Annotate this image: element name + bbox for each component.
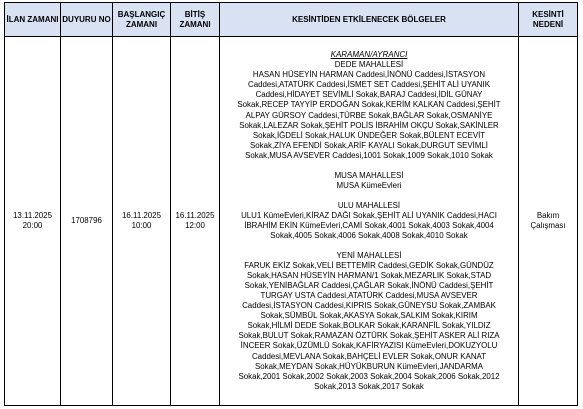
street-line: Sokak,HASAN HÜSEYİN HARMAN/1 Sokak,MEZARLIK Sokak,STAD bbox=[246, 271, 492, 281]
header-bolgeler: KESİNTİDEN ETKİLENECEK BÖLGELER bbox=[220, 3, 519, 37]
mahalle-name: ULU MAHALLESİ bbox=[337, 200, 401, 210]
mahalle-list bbox=[220, 60, 518, 391]
header-kesinti-nedeni: KESİNTİ NEDENİ bbox=[519, 3, 578, 37]
street-line: MUSA KümeEvleri bbox=[336, 180, 402, 190]
street-line: Sokak,İĞDELİ Sokak,HALUK ÜNDEĞER Sokak,BÜLENT ECEVİT bbox=[252, 130, 486, 140]
street-line: FARUK EKİZ Sokak,VELİ BETTEMİR Caddesi,GEDİK Sokak,GÜNDÜZ bbox=[244, 261, 494, 271]
cell-bolgeler bbox=[220, 37, 519, 406]
cell-baslangic-zamani: 16.11.2025 10:00 bbox=[113, 37, 171, 406]
spacer bbox=[220, 191, 518, 201]
street-line: Sokak,ZİYA EFENDİ Sokak,ARİF KAYALI Sokak,DURGUT SEVİMLİ bbox=[250, 140, 488, 150]
street-line: Caddesi,HİDAYET SEVİMLİ Sokak,BARAJ Caddesi,İDİL GÜNAY bbox=[255, 90, 483, 100]
mahalle-block bbox=[220, 251, 518, 392]
street-line: İBRAHİM EKİN KümeEvleri,CAMİ Sokak,4001 Sokak,4003 Sokak,4004 bbox=[244, 220, 494, 230]
cell-kesinti-nedeni: Bakım Çalışması bbox=[519, 37, 578, 406]
table-row bbox=[5, 37, 578, 406]
street-line: Sokak,4005 Sokak,4006 Sokak,4008 Sokak,4010 Sokak bbox=[270, 231, 468, 240]
street-line: Sokak,2013 Sokak,2017 Sokak bbox=[314, 381, 424, 391]
street-line: Sokak,BULUT Sokak,RAMAZAN ÖZTÜRK Sokak,ŞEHİT ASKER ALİ RIZA bbox=[238, 331, 500, 341]
header-bitis-zamani: BİTİŞ ZAMANI bbox=[171, 3, 220, 37]
mahalle-block bbox=[220, 201, 518, 241]
cell-bitis-zamani: 16.11.2025 12:00 bbox=[171, 37, 220, 406]
header-duyuru-no: DUYURU NO bbox=[61, 3, 113, 37]
street-line: Caddesi,MEVLANA Sokak,BAHÇELİ EVLER Sokak,ONUR KANAT bbox=[251, 351, 487, 361]
street-line: Caddesi,İSTASYON Caddesi,KIPRIS Sokak,GÜNEYSU Sokak,ZAMBAK bbox=[242, 301, 496, 311]
header-baslangic-zamani: BAŞLANGIÇ ZAMANI bbox=[113, 3, 171, 37]
location-title: KARAMAN/AYRANCI bbox=[330, 50, 408, 60]
spacer bbox=[220, 161, 518, 171]
street-line: TURGAY USTA Caddesi,ATATÜRK Caddesi,MUSA AVSEVER bbox=[260, 291, 478, 301]
street-line: Caddesi,ATATÜRK Caddesi,İSMET SET Caddesi,ŞEHİT ALİ UYANIK bbox=[248, 80, 490, 90]
mahalle-name: MUSA MAHALLESİ bbox=[334, 170, 404, 180]
outage-table bbox=[4, 2, 578, 406]
mahalle-name: DEDE MAHALLESİ bbox=[334, 60, 404, 70]
street-line: Sokak,RECEP TAYYİP ERDOĞAN Sokak,KERİM KALKAN Caddesi,ŞEHİT bbox=[237, 100, 501, 110]
street-line: ULU1 KümeEvleri,KİRAZ DAĞI Sokak,ŞEHİT ALİ UYANIK Caddesi,HACI bbox=[241, 210, 497, 220]
header-ilan-zamani: İLAN ZAMANI bbox=[5, 3, 61, 37]
mahalle-block bbox=[220, 60, 518, 160]
street-line: Sokak,YENİBAĞLAR Caddesi,ÇAĞLAR Sokak,İNÖNÜ Caddesi,ŞEHİT bbox=[244, 281, 494, 291]
street-line: Sokak,LALEZAR Sokak,ŞEHİT POLİS İBRAHİM OKÇU Sokak,SAKİNLER bbox=[239, 120, 499, 130]
cell-duyuru-no: 1708796 bbox=[61, 37, 113, 406]
mahalle-block bbox=[220, 171, 518, 191]
street-line: ALPAY GÜRSOY Caddesi,TÜRBE Sokak,BAĞLAR Sokak,OSMANİYE bbox=[245, 110, 493, 120]
header-row bbox=[5, 3, 578, 37]
street-line: Sokak,2001 Sokak,2002 Sokak,2003 Sokak,2004 Sokak,2006 Sokak,2012 bbox=[238, 371, 500, 381]
spacer bbox=[220, 241, 518, 251]
street-line: Sokak,SÜMBÜL Sokak,AKASYA Sokak,SALKIM Sokak,KIRIM bbox=[260, 311, 478, 321]
street-line: Sokak,HİLMİ DEDE Sokak,BOLKAR Sokak,KARANFİL Sokak,YILDIZ bbox=[247, 321, 491, 331]
cell-ilan-zamani: 13.11.2025 20:00 bbox=[5, 37, 61, 406]
mahalle-name: YENİ MAHALLESİ bbox=[336, 251, 402, 261]
street-line: HASAN HÜSEYİN HARMAN Caddesi,İNÖNÜ Caddesi,İSTASYON bbox=[252, 70, 486, 80]
table-header bbox=[5, 3, 578, 37]
street-line: Sokak,MUSA AVSEVER Caddesi,1001 Sokak,1009 Sokak,1010 Sokak bbox=[245, 150, 493, 160]
street-line: Sokak,MEYDAN Sokak,HÜYÜKBURUN KümeEvleri,JANDARMA bbox=[254, 361, 483, 371]
street-line: İNCEER Sokak,ÜZÜMLÜ Sokak,KAFİRYAZISI KümeEvleri,DOKUZYOLU bbox=[240, 341, 498, 351]
